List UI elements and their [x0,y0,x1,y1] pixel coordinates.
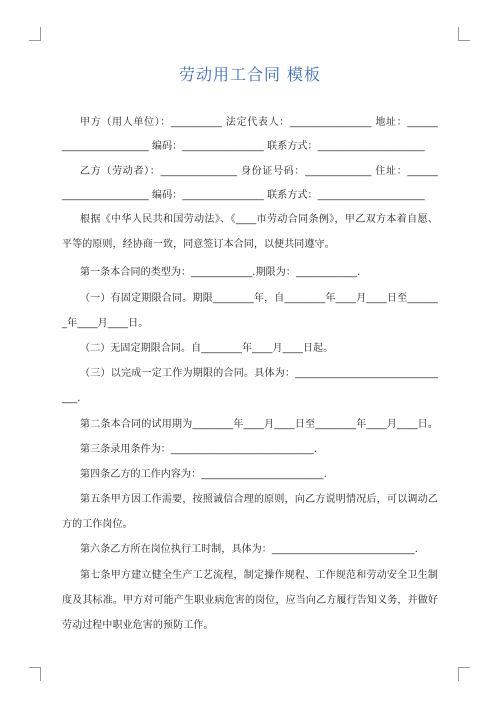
contract-articles-section [62,260,438,638]
text-line: （一）有固定期限合同。期限________年，自________年____月____日至______ [80,292,438,304]
text-line: ___. [62,393,81,405]
crop-mark-top-left [29,27,41,41]
text-line: 第二条本合同的试用期为________年____月____日至________年____月____日。 [80,418,438,430]
article-5-job-transfer [62,487,438,537]
text-line: 根据《中华人民共和国劳动法》、《____市劳动合同条例》，甲乙双方本着自愿、 [80,214,438,226]
text-line: _年____月____日。 [62,317,149,329]
text-line: 第三条录用条件为：____________________________. [80,443,317,455]
text-line: 劳动过程中职业危害的预防工作。 [62,620,214,632]
article-1-contract-type [62,260,438,285]
paragraph-preamble [62,208,438,257]
crop-mark-bottom-left [29,667,41,681]
text-line: 度及其标准。甲方对可能产生职业病危害的岗位，应当向乙方履行告知义务，并做好 [62,594,438,606]
article-2-probation [62,412,438,437]
article-3-hiring-conditions [62,437,438,462]
paragraph-party-b [62,160,438,209]
text-line: 甲方（用人单位）：__________ 法定代表人：________________ 地址：______ [80,116,438,128]
article-7-occupational-safety [62,563,438,639]
article-4-job-content [62,462,438,487]
text-line: 平等的原则，经协商一致，同意签订本合同，以便共同遵守。 [62,238,335,250]
paragraph-party-a [62,111,438,160]
text-line: 乙方（劳动者）：_______________ 身份证号码：_____________ 住址：______ [80,165,438,177]
text-line: _________________ 编码：________________ 联系方式：_____________________ [62,189,425,201]
article-1-task-based-term [62,361,438,411]
contract-parties-section [62,111,438,257]
text-line: 方的工作岗位。 [62,519,133,531]
article-6-working-hours [62,537,438,562]
text-line: （三）以完成一定工作为期限的合同。具体为：____________________________ [80,368,438,380]
text-line: 第五条甲方因工作需要，按照诚信合理的原则，向乙方说明情况后，可以调动乙 [80,494,438,506]
document-title: 劳动用工合同 模板 [178,65,322,84]
crop-mark-bottom-right [458,667,470,681]
text-line: 第四条乙方的工作内容为：________________________. [80,468,327,480]
text-line: （二）无固定期限合同。自________年____月____日起。 [80,342,334,354]
article-1-open-term [62,336,438,361]
text-line: 第七条甲方建立健全生产工艺流程，制定操作规程、工作规范和劳动安全卫生制 [80,569,438,581]
text-line: _________________ 编码：________________ 联系方式：_____________________ [62,141,425,153]
article-1-fixed-term [62,286,438,336]
text-line: 第一条本合同的类型为：____________.期限为：____________. [80,267,361,279]
crop-mark-top-right [458,27,470,41]
text-line: 第六条乙方所在岗位执行工时制，具体为：____________________________. [80,544,418,556]
